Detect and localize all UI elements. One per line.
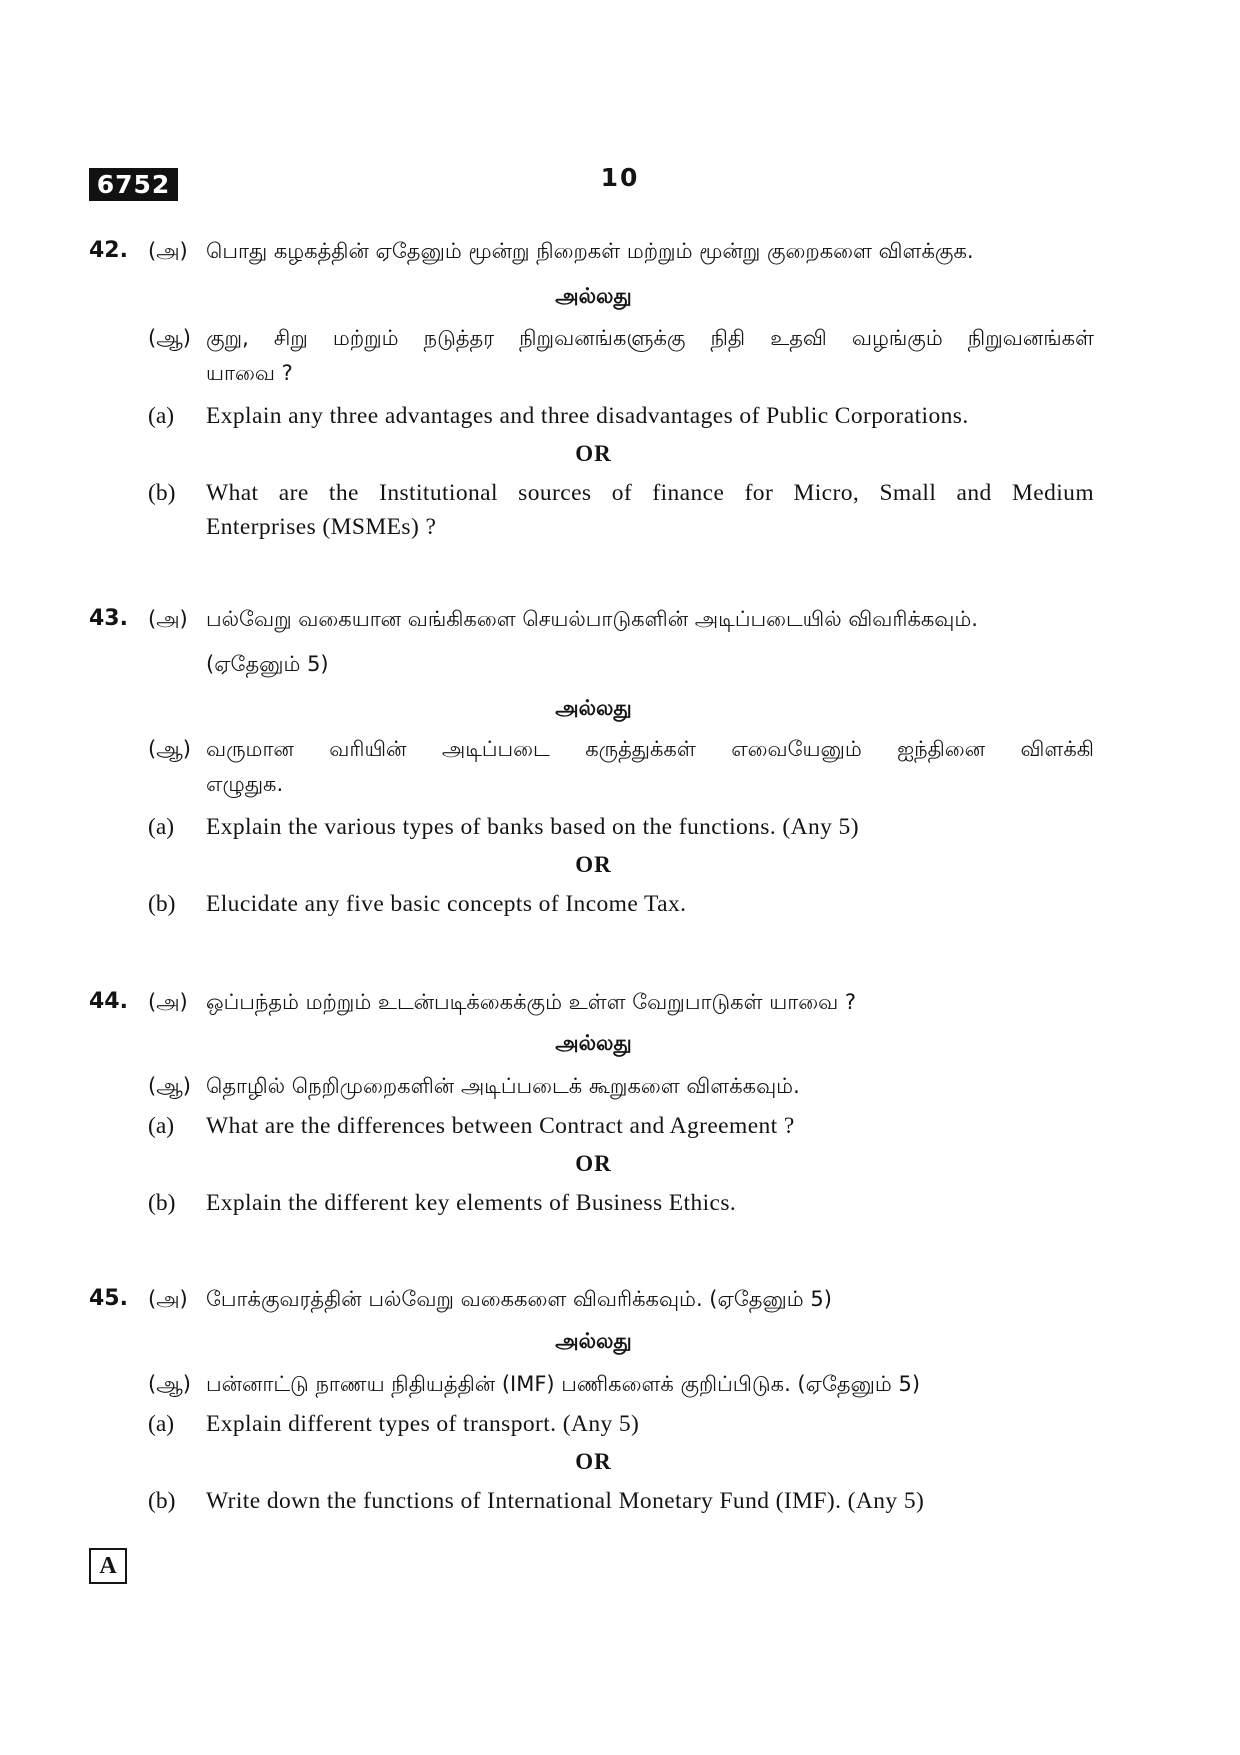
option-marker: (ஆ) [148,1372,191,1396]
english-option-a-text: Explain different types of transport. (Any 5) [206,1411,640,1437]
option-marker: (அ) [148,239,188,263]
option-marker: (a) [148,814,175,840]
tamil-option-a-text: ஒப்பந்தம் மற்றும் உடன்படிக்கைக்கும் உள்ள வேறுபாடுகள் யாவை ? [206,990,857,1014]
paper-code-badge: 6752 [89,168,178,201]
or-label-english: OR [575,852,612,877]
english-option-b-line1: What are the Institutional sources of finance for Micro, Small and Medium [206,480,1094,506]
or-label-english: OR [575,441,612,466]
english-option-b-line1: Elucidate any five basic concepts of Income Tax. [206,891,687,917]
or-label-tamil: அல்லது [555,284,632,308]
english-option-b-line1: Explain the different key elements of Business Ethics. [206,1190,737,1216]
english-option-a-text: Explain the various types of banks based on the functions. (Any 5) [206,814,859,840]
tamil-option-a-text: போக்குவரத்தின் பல்வேறு வகைகளை விவரிக்கவும். (ஏதேனும் 5) [206,1287,832,1311]
english-option-b-line1: Write down the functions of International Monetary Fund (IMF). (Any 5) [206,1488,925,1514]
option-marker: (அ) [148,607,188,631]
english-option-a-text: What are the differences between Contract and Agreement ? [206,1113,795,1139]
tamil-option-b-line2: எழுதுக. [206,772,284,796]
tamil-option-b-line1: தொழில் நெறிமுறைகளின் அடிப்படைக் கூறுகளை விளக்கவும். [206,1074,800,1098]
option-marker: (ஆ) [148,1074,191,1098]
or-label-tamil: அல்லது [555,1329,632,1353]
tamil-option-a-text: பல்வேறு வகையான வங்கிகளை செயல்பாடுகளின் அடிப்படையில் விவரிக்கவும். [206,607,978,631]
tamil-option-a-line2: (ஏதேனும் 5) [206,652,329,676]
question-number: 43. [89,606,128,631]
option-marker: (a) [148,1411,175,1437]
or-label-english: OR [575,1151,612,1176]
tamil-option-b-line2: யாவை ? [206,361,293,385]
tamil-option-b-line1: குறு, சிறு மற்றும் நடுத்தர நிறுவனங்களுக்கு நிதி உதவி வழங்கும் நிறுவனங்கள் [206,326,1094,350]
option-marker: (a) [148,1113,175,1139]
option-marker: (b) [148,1190,176,1216]
or-label-english: OR [575,1449,612,1474]
english-option-a-text: Explain any three advantages and three disadvantages of Public Corporations. [206,403,969,429]
option-marker: (a) [148,403,175,429]
option-marker: (b) [148,480,176,506]
tamil-option-b-line1: பன்னாட்டு நாணய நிதியத்தின் (IMF) பணிகளைக் குறிப்பிடுக. (ஏதேனும் 5) [206,1372,921,1396]
version-mark-box: A [89,1548,127,1584]
option-marker: (அ) [148,1287,188,1311]
question-number: 42. [89,238,128,263]
english-option-b-line2: Enterprises (MSMEs) ? [206,514,437,540]
option-marker: (b) [148,891,176,917]
page-number: 10 [600,163,640,192]
option-marker: (ஆ) [148,326,191,350]
option-marker: (ஆ) [148,737,191,761]
option-marker: (அ) [148,990,188,1014]
tamil-option-b-line1: வருமான வரியின் அடிப்படை கருத்துக்கள் எவையேனும் ஐந்தினை விளக்கி [206,737,1094,761]
or-label-tamil: அல்லது [555,1031,632,1055]
question-number: 44. [89,989,128,1014]
or-label-tamil: அல்லது [555,696,632,720]
tamil-option-a-text: பொது கழகத்தின் ஏதேனும் மூன்று நிறைகள் மற்றும் மூன்று குறைகளை விளக்குக. [206,239,974,263]
option-marker: (b) [148,1488,176,1514]
question-number: 45. [89,1286,128,1311]
